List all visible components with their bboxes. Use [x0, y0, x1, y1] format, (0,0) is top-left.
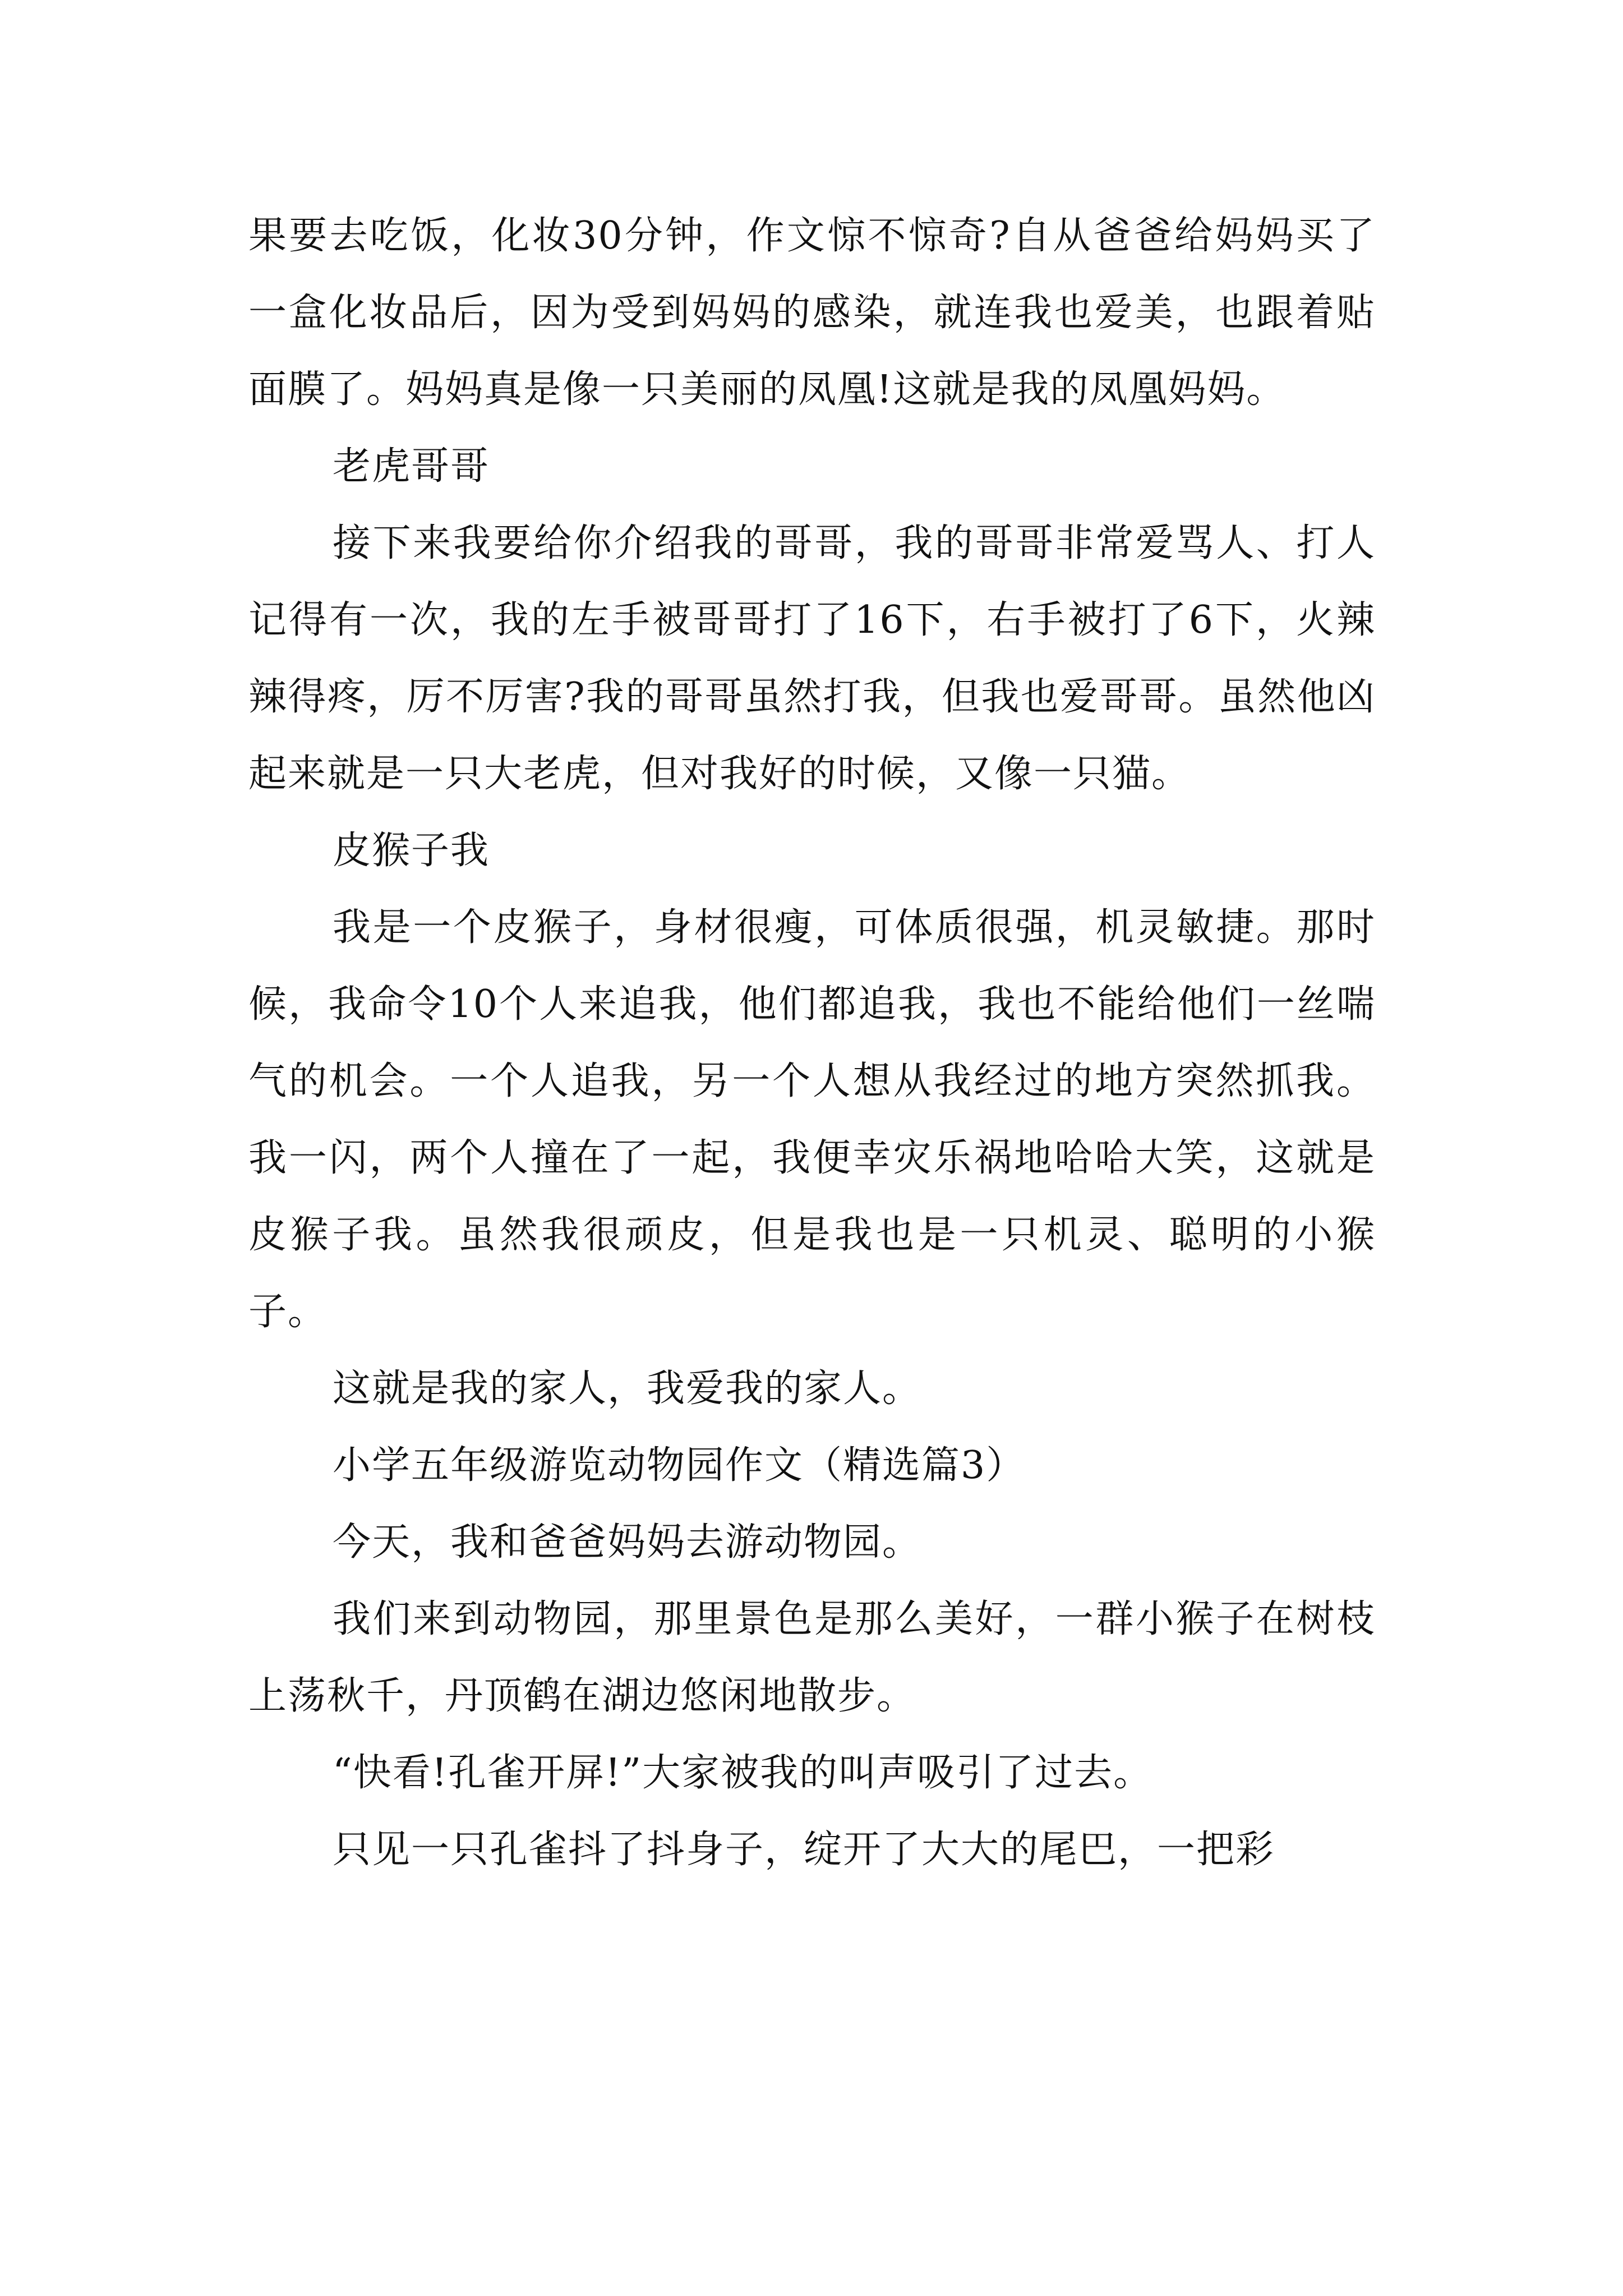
- paragraph-continuation: 果要去吃饭，化妆30分钟，作文惊不惊奇?自从爸爸给妈妈买了一盒化妆品后，因为受到妈妈的感染，就连我也爱美，也跟着贴面膜了。妈妈真是像一只美丽的凤凰!这就是我的凤凰妈妈。: [248, 214, 1376, 412]
- paragraph-peacock-shout: “快看!孔雀开屏!”大家被我的叫声吸引了过去。: [333, 1751, 1153, 1795]
- paragraph-zoo-scene: 我们来到动物园，那里景色是那么美好，一群小猴子在树枝上荡秋千，丹顶鹤在湖边悠闲地散步。: [248, 1597, 1376, 1718]
- section-heading-monkey-me: 皮猴子我: [333, 829, 490, 873]
- document-body: [248, 197, 1376, 1888]
- paragraph-monkey: 我是一个皮猴子，身材很瘦，可体质很强，机灵敏捷。那时候，我命令10个人来追我，他们都追我，我也不能给他们一丝喘气的机会。一个人追我，另一个人想从我经过的地方突然抓我。我一闪，两个人撞在了一起，我便幸灾乐祸地哈哈大笑，这就是皮猴子我。虽然我很顽皮，但是我也是一只机灵、聪明的小猴子。: [248, 905, 1376, 1334]
- paragraph-peacock: 只见一只孔雀抖了抖身子，绽开了大大的尾巴，一把彩: [333, 1828, 1275, 1872]
- essay-title: 小学五年级游览动物园作文（精选篇3）: [333, 1443, 1026, 1488]
- paragraph-today: 今天，我和爸爸妈妈去游动物园。: [333, 1520, 922, 1565]
- paragraph-brother: 接下来我要给你介绍我的哥哥，我的哥哥非常爱骂人、打人记得有一次，我的左手被哥哥打了16下，右手被打了6下，火辣辣得疼，厉不厉害?我的哥哥虽然打我，但我也爱哥哥。虽然他凶起来就是一只大老虎，但对我好的时候，又像一只猫。: [248, 521, 1376, 796]
- paragraph-family: 这就是我的家人，我爱我的家人。: [333, 1366, 922, 1411]
- section-heading-tiger-brother: 老虎哥哥: [333, 444, 490, 489]
